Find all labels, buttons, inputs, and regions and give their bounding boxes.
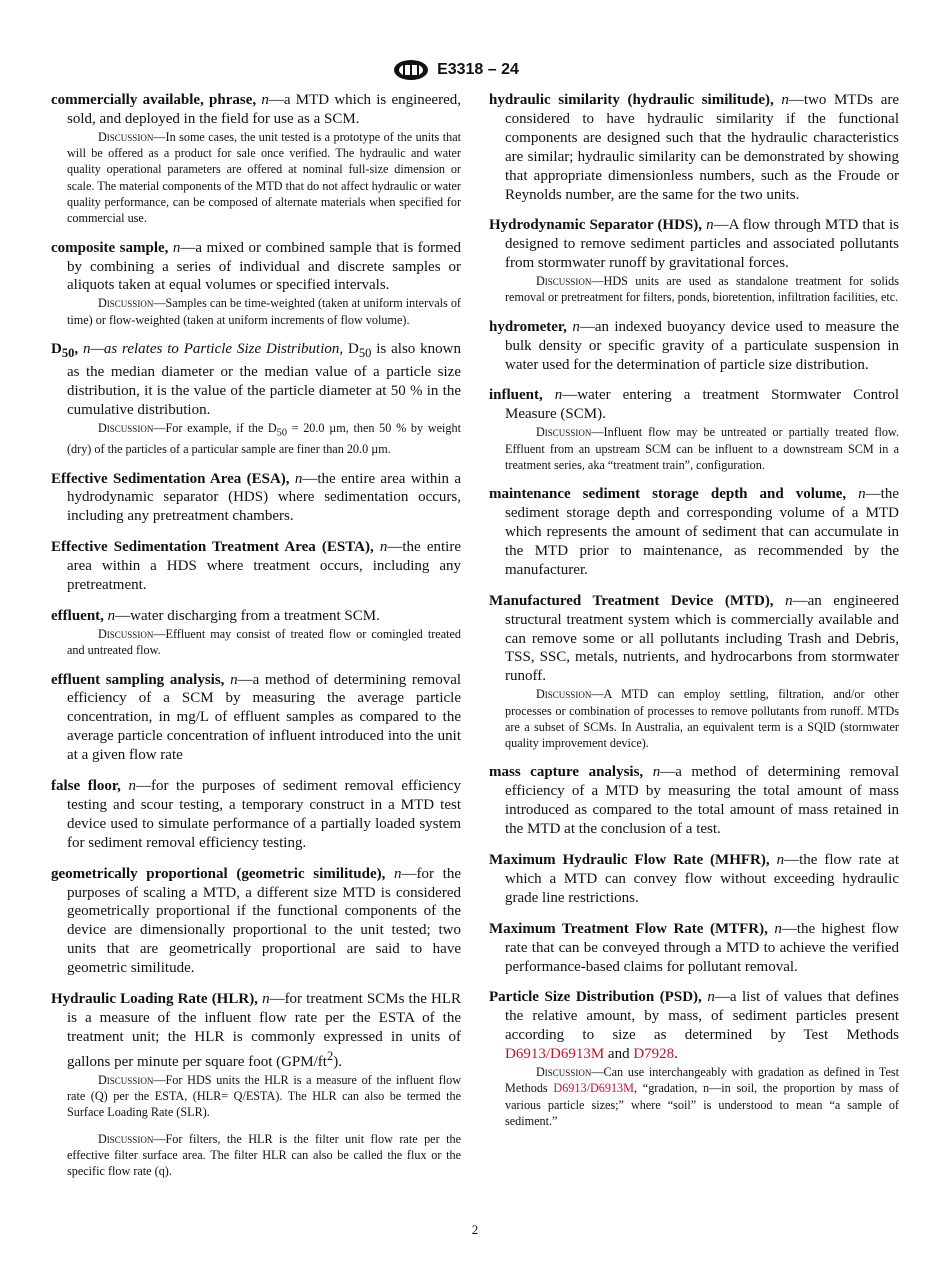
term-label: Manufactured Treatment Device (MTD), <box>489 592 774 609</box>
term-label: Effective Sedimentation Treatment Area (ESTA), <box>51 539 374 556</box>
discussion-note: Discussion—Samples can be time-weighted (taken at uniform intervals of time) or flow-weighted (taken at uniform increments of flow volume). <box>67 296 461 327</box>
term-maintenance-sediment-storage: maintenance sediment storage depth and volume, n—the sediment storage depth and corresponding volume of a MTD which represents the amount of sediment that can accumulate in the MTD prior to maintenance, as recommended by the manufacturer. <box>489 486 899 578</box>
term-commercially-available: commercially available, phrase, n—a MTD which is engineered, sold, and deployed in the field for use as a SCM. Discussion—In some cases, the unit tested is a prototype of the units that will be offered as a product for sale once verified. The hydraulic and water quality operational parameters are offered at nominal full-size dimension or scale. The material components of the MTD that do not affect hydraulic or water quality performance, can be composed of alternate materials when specified for commercial use. <box>51 92 461 226</box>
term-esa: Effective Sedimentation Area (ESA), n—the entire area within a hydrodynamic separator (HDS) where sedimentation occurs, including any pretreatment chambers. <box>51 470 462 525</box>
discussion-note: Discussion—HDS units are used as standalone treatment for solids removal or pretreatment for filters, ponds, bioretention, infiltration facilities, etc. <box>505 274 899 305</box>
term-psd: Particle Size Distribution (PSD), n—a list of values that defines the relative amount, by mass, of sediment particles present according to size as determined by Test Methods D6913/D6913M and D7928. Discussion—Can use interchangeably with gradation as defined in Test Methods D6913/D6913M, “gradation, n—in soil, the proportion by mass of various particle sizes;” where “soil” is understood to mean “a sample of sediment.” <box>489 989 900 1128</box>
term-label: maintenance sediment storage depth and volume, <box>489 486 847 503</box>
term-label: effluent, <box>51 608 104 624</box>
term-mass-capture-analysis: mass capture analysis, n—a method of determining removal efficiency of a MTD by measuring the total amount of mass introduced as compared to the total amount of mass retained in the MTD at the conclusion of a test. <box>489 764 899 838</box>
term-label: composite sample, <box>51 239 169 256</box>
term-hlr: Hydraulic Loading Rate (HLR), n—for treatment SCMs the HLR is a measure of the influent flow rate per the ESTA of the treatment unit; the HLR is commonly expressed in units of gallons per minute per square foot $(GPM/ft^2)$. Discussion—For HDS units the HLR is a measure of the influent flow rate (Q) per the ESTA, (HLR= Q/ESTA). The HLR can also be termed the Surface Loading Rate (SLR). Discussion—For filters, the HLR is the filter unit flow rate per the effective filter surface area. The filter HLR can also be called the flux or the specific flow rate (q). <box>51 991 461 1179</box>
term-label: mass capture analysis, <box>489 764 644 781</box>
page-number: 2 <box>471 1222 479 1237</box>
discussion-note: Discussion—In some cases, the unit tested is a prototype of the units that will be offered as a product for sale once verified. The hydraulic and water quality operational parameters are offered at nominal full-size dimension or scale. The material components of the MTD that do not affect hydraulic or water quality performance, can be composed of alternate materials when specified for commercial use. <box>67 129 461 226</box>
discussion-note: Discussion—Effluent may consist of treated flow or comingled treated and untreated flow. <box>67 626 461 658</box>
left-column <box>51 91 461 1192</box>
term-label: effluent sampling analysis, <box>51 671 225 688</box>
discussion-note: Discussion—Can use interchangeably with gradation as defined in Test Methods D6913/D6913M, “gradation, n—in soil, the proportion by mass of various particle sizes;” where “soil” is understood to mean “a sample of sediment.” <box>505 1065 899 1128</box>
astm-logo-icon <box>391 59 431 81</box>
term-label: commercially available, phrase, <box>51 92 257 108</box>
term-label: $D_{50}$, <box>51 340 79 360</box>
term-geometrically-proportional: geometrically proportional (geometric similitude), n—for the purposes of scaling a MTD, a different size MTD is considered geometrically proportional if the functional components of the device are dimensionally proportional to the unit tested; two units that are geometrically proportional are said to have geometric similitude. <box>51 865 461 977</box>
term-label: Maximum Hydraulic Flow Rate (MHFR), <box>489 852 770 869</box>
term-hds: Hydrodynamic Separator (HDS), n—A flow through MTD that is designed to remove sediment particles and associated pollutants from stormwater runoff by gravitational forces. Discussion—HDS units are used as standalone treatment for solids removal or pretreatment for filters, ponds, bioretention, infiltration facilities, etc. <box>489 217 899 305</box>
term-label: Effective Sedimentation Area (ESA), <box>51 470 290 487</box>
term-mhfr: Maximum Hydraulic Flow Rate (MHFR), n—the flow rate at which a MTD can convey flow without exceeding hydraulic grade line restrictions. <box>489 852 899 906</box>
term-composite-sample: composite sample, n—a mixed or combined sample that is formed by combining a series of individual and discrete samples or aliquots taken at equal volumes or specified intervals. Discussion—Samples can be time-weighted (taken at uniform intervals of time) or flow-weighted (taken at uniform increments of flow volume). <box>51 239 461 327</box>
term-label: influent, <box>489 387 543 404</box>
standard-designation: E3318 – 24 <box>437 61 519 78</box>
page-header <box>0 58 950 82</box>
term-hydraulic-similarity: hydraulic similarity (hydraulic similitude), n—two MTDs are considered to have hydraulic similarity if the functional components are designed such that the hydraulic characteristics are similar; hydraulic similarity can be demonstrated by showing that appropriate dimensionless numbers, such as the Froude or Reynolds number, are the same for the two units. <box>489 92 900 203</box>
term-hydrometer: hydrometer, n—an indexed buoyancy device used to measure the bulk density or specific gravity of a particulate suspension in water used for the determination of particle size distribution. <box>489 318 900 373</box>
term-label: Hydrodynamic Separator (HDS), <box>489 217 703 234</box>
discussion-note: Discussion—Influent flow may be untreated or partially treated flow. Effluent from an upstream SCM can be influent to a downstream SCM in a treatment series, aka “treatment train”, configuration. <box>505 425 899 472</box>
term-label: Hydraulic Loading Rate (HLR), <box>51 991 258 1008</box>
term-false-floor: false floor, n—for the purposes of sediment removal efficiency testing and scour testing, a temporary construct in a MTD test device used to simulate performance of a partially loaded system for sediment removal efficiency testing. <box>51 778 462 851</box>
term-label: Particle Size Distribution (PSD), <box>489 989 702 1006</box>
discussion-note: Discussion—A MTD can employ settling, filtration, and/or other processes or combination of processes to remove pollutants from runoff. MTDs are a subset of SCMs. In Australia, an equivalent term is a SQID (stormwater quality improvement device). <box>505 687 899 751</box>
discussion-note: Discussion—For example, if the $D_{50} = 20.0$ µm, then 50 % by weight (dry) of the particles of a particular sample are finer than 20.0 µm. <box>67 420 461 457</box>
discussion-note: Discussion—For filters, the HLR is the filter unit flow rate per the effective filter surface area. The filter HLR can also be called the flux or the specific flow rate (q). <box>67 1131 461 1179</box>
right-column <box>489 91 899 1141</box>
term-label: false floor, <box>51 778 121 795</box>
term-label: hydraulic similarity (hydraulic similitude), <box>489 92 774 108</box>
term-label: hydrometer, <box>489 318 567 335</box>
term-esta: Effective Sedimentation Treatment Area (ESTA), n—the entire area within a HDS where treatment occurs, including any pretreatment. <box>51 539 462 594</box>
term-label: geometrically proportional (geometric similitude), <box>51 865 386 882</box>
term-mtfr: Maximum Treatment Flow Rate (MTFR), n—the highest flow rate that can be conveyed through a MTD to achieve the verified performance-based claims for pollutant removal. <box>489 920 900 975</box>
term-effluent-sampling-analysis: effluent sampling analysis, n—a method of determining removal efficiency of a SCM by measuring the average particle concentration, in mg/L of effluent samples as compared to the average particle concentration of influent introduced into the unit at a given flow rate <box>51 671 462 764</box>
term-label: Maximum Treatment Flow Rate (MTFR), <box>489 920 768 937</box>
term-d50: $D_{50}$, n—as relates to Particle Size Distribution, $D_{50}$ is also known as the median diameter or the median value of a particle size distribution, it is the value of the particle diameter at 50 % in the cumulative distribution. Discussion—For example, if the $D_{50} = 20.0$ µm, then 50 % by weight (dry) of the particles of a particular sample are finer than 20.0 µm. <box>51 340 462 457</box>
reference-link[interactable]: D6913/D6913M <box>553 1081 634 1096</box>
term-effluent: effluent, n—water discharging from a treatment SCM. Discussion—Effluent may consist of treated flow or comingled treated and untreated flow. <box>51 608 461 658</box>
term-mtd: Manufactured Treatment Device (MTD), n—an engineered structural treatment system which is commercially available and can remove some or all pollutants including Trash and Debris, TSS, SSC, metals, nutrients, and hydrocarbons from stormwater runoff. Discussion—A MTD can employ settling, filtration, and/or other processes or combination of processes to remove pollutants from runoff. MTDs are a subset of SCMs. In Australia, an equivalent term is a SQID (stormwater quality improvement device). <box>489 592 900 751</box>
term-influent: influent, n—water entering a treatment Stormwater Control Measure (SCM). Discussion—Influent flow may be untreated or partially treated flow. Effluent from an upstream SCM can be influent to a downstream SCM in a treatment series, aka “treatment train”, configuration. <box>489 387 899 472</box>
discussion-note: Discussion—For HDS units the HLR is a measure of the influent flow rate (Q) per the ESTA, (HLR= Q/ESTA). The HLR can also be termed the Surface Loading Rate (SLR). <box>67 1072 461 1120</box>
reference-link[interactable]: D6913/D6913M <box>505 1046 605 1063</box>
reference-link[interactable]: D7928 <box>633 1046 675 1063</box>
